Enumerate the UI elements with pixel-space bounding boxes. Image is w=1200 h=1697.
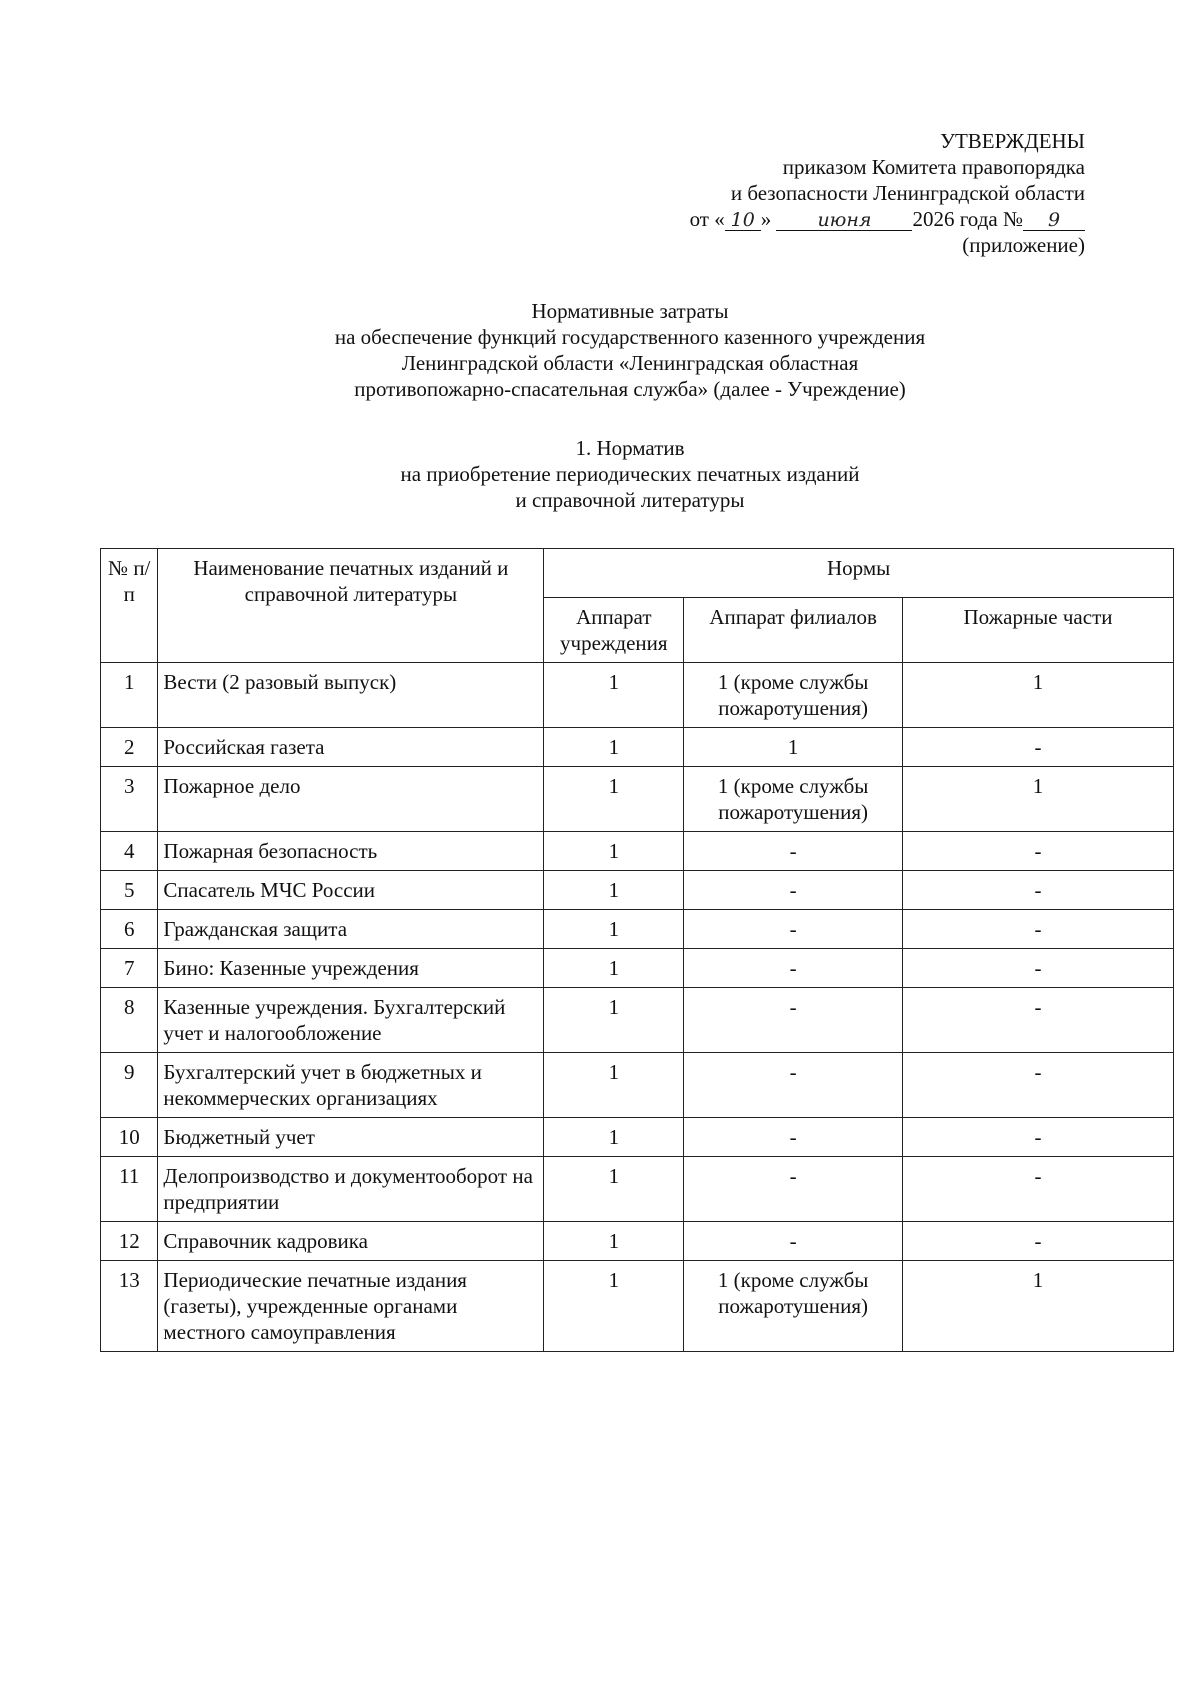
table-row (101, 832, 1174, 871)
section-title (0, 435, 1200, 513)
row-number: 13 (101, 1261, 158, 1352)
title-line: противопожарно-спасательная служба» (далее - Учреждение) (354, 377, 906, 401)
handwritten-day: 10 (725, 210, 761, 231)
row-apparatus: 1 (544, 949, 684, 988)
row-apparatus: 1 (544, 832, 684, 871)
row-fire-units: - (902, 1053, 1173, 1118)
row-fire-units: 1 (902, 767, 1173, 832)
row-branches: - (684, 871, 903, 910)
row-apparatus: 1 (544, 1157, 684, 1222)
table-header-row (101, 549, 1174, 598)
table-row (101, 728, 1174, 767)
row-branches: - (684, 949, 903, 988)
row-number: 1 (101, 663, 158, 728)
handwritten-number: 9 (1023, 210, 1085, 231)
row-name: Бюджетный учет (158, 1118, 544, 1157)
row-fire-units: - (902, 832, 1173, 871)
row-number: 7 (101, 949, 158, 988)
row-number: 12 (101, 1222, 158, 1261)
row-apparatus: 1 (544, 728, 684, 767)
table-row (101, 910, 1174, 949)
row-name: Бухгалтерский учет в бюджетных и некоммерческих организациях (158, 1053, 544, 1118)
row-apparatus: 1 (544, 988, 684, 1053)
table-row (101, 1261, 1174, 1352)
table-row (101, 663, 1174, 728)
row-apparatus: 1 (544, 663, 684, 728)
row-number: 5 (101, 871, 158, 910)
header-apparatus: Аппарат учреждения (544, 598, 684, 663)
row-apparatus: 1 (544, 1118, 684, 1157)
row-name: Спасатель МЧС России (158, 871, 544, 910)
row-name: Делопроизводство и документооборот на предприятии (158, 1157, 544, 1222)
section-line: 1. Норматив (575, 436, 685, 460)
table-row (101, 767, 1174, 832)
row-branches: - (684, 832, 903, 871)
row-fire-units: - (902, 988, 1173, 1053)
table-row (101, 988, 1174, 1053)
appendix-label: (приложение) (962, 233, 1085, 257)
year-text: 2026 года № (912, 207, 1023, 231)
handwritten-month: июня (776, 210, 912, 231)
row-branches: 1 (кроме службы пожаротушения) (684, 1261, 903, 1352)
row-branches: - (684, 1053, 903, 1118)
header-norms: Нормы (544, 549, 1174, 598)
row-branches: 1 (684, 728, 903, 767)
row-name: Казенные учреждения. Бухгалтерский учет и налогообложение (158, 988, 544, 1053)
row-number: 2 (101, 728, 158, 767)
row-apparatus: 1 (544, 910, 684, 949)
row-number: 9 (101, 1053, 158, 1118)
row-name: Бино: Казенные учреждения (158, 949, 544, 988)
table-row (101, 1222, 1174, 1261)
row-apparatus: 1 (544, 1053, 684, 1118)
row-number: 6 (101, 910, 158, 949)
table-body (101, 663, 1174, 1352)
row-name: Вести (2 разовый выпуск) (158, 663, 544, 728)
row-name: Пожарное дело (158, 767, 544, 832)
table-row (101, 1157, 1174, 1222)
row-fire-units: - (902, 1118, 1173, 1157)
row-fire-units: 1 (902, 1261, 1173, 1352)
row-fire-units: - (902, 728, 1173, 767)
header-name: Наименование печатных изданий и справочной литературы (158, 549, 544, 663)
row-name: Периодические печатные издания (газеты), учрежденные органами местного самоуправления (158, 1261, 544, 1352)
row-number: 3 (101, 767, 158, 832)
row-number: 8 (101, 988, 158, 1053)
row-branches: - (684, 910, 903, 949)
row-apparatus: 1 (544, 1261, 684, 1352)
section-line: на приобретение периодических печатных изданий (400, 462, 860, 486)
header-branches: Аппарат филиалов (684, 598, 903, 663)
row-apparatus: 1 (544, 767, 684, 832)
table-row (101, 1118, 1174, 1157)
row-fire-units: 1 (902, 663, 1173, 728)
table-row (101, 949, 1174, 988)
row-branches: - (684, 1118, 903, 1157)
approval-block (565, 128, 1085, 258)
approval-order-line: приказом Комитета правопорядка (782, 155, 1085, 179)
title-line: Ленинградской области «Ленинградская областная (401, 351, 859, 375)
table-row (101, 871, 1174, 910)
row-apparatus: 1 (544, 871, 684, 910)
row-branches: 1 (кроме службы пожаротушения) (684, 767, 903, 832)
row-name: Справочник кадровика (158, 1222, 544, 1261)
document-title (0, 298, 1200, 402)
table-row (101, 1053, 1174, 1118)
row-branches: - (684, 1222, 903, 1261)
row-apparatus: 1 (544, 1222, 684, 1261)
row-number: 11 (101, 1157, 158, 1222)
row-number: 4 (101, 832, 158, 871)
title-line: на обеспечение функций государственного казенного учреждения (334, 325, 926, 349)
row-fire-units: - (902, 1222, 1173, 1261)
title-line: Нормативные затраты (531, 299, 729, 323)
row-fire-units: - (902, 949, 1173, 988)
date-mid: » (760, 207, 772, 231)
date-prefix: от « (689, 207, 725, 231)
row-number: 10 (101, 1118, 158, 1157)
row-branches: - (684, 988, 903, 1053)
approval-committee-line: и безопасности Ленинградской области (730, 181, 1085, 205)
row-fire-units: - (902, 1157, 1173, 1222)
row-branches: - (684, 1157, 903, 1222)
header-number: № п/п (101, 549, 158, 663)
row-name: Пожарная безопасность (158, 832, 544, 871)
approval-title: УТВЕРЖДЕНЫ (940, 129, 1085, 153)
row-fire-units: - (902, 871, 1173, 910)
row-fire-units: - (902, 910, 1173, 949)
row-branches: 1 (кроме службы пожаротушения) (684, 663, 903, 728)
norms-table (100, 548, 1174, 1352)
row-name: Гражданская защита (158, 910, 544, 949)
row-name: Российская газета (158, 728, 544, 767)
section-line: и справочной литературы (515, 488, 745, 512)
header-fire-units: Пожарные части (902, 598, 1173, 663)
approval-date-line (565, 206, 1085, 232)
